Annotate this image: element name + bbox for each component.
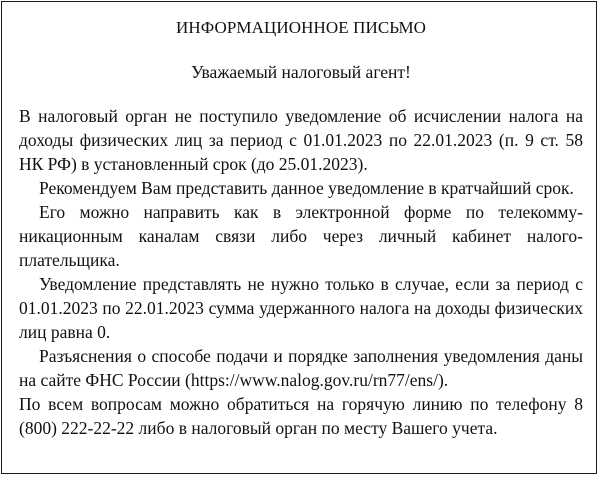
paragraph-submission-methods: Его можно направить как в электронной форме по телекоммуникационным каналам связи либо через личный кабинет налогоплательщика. <box>19 202 583 270</box>
paragraph-missing-notice: В налоговый орган не поступило уведомление об исчислении налога на доходы физических лиц за период с 01.01.2023 по 22.01.2023 (п. 9 ст. 58 НК РФ) в установленный срок (до 25.01.2023). <box>19 106 583 174</box>
paragraph-exemption: Уведомление представлять не нужно только в случае, если за период с 01.01.2023 по 22.01.2023 сумма удержанного налога на доходы физических лиц равна 0. <box>19 274 583 342</box>
paragraph-clarifications: Разъяснения о способе подачи и порядке заполнения уведомления даны на сайте ФНС России (https://www.nalog.gov.ru/rn77/ens/). <box>19 346 583 390</box>
paragraph-hotline: По всем вопросам можно обратиться на горячую линию по телефону 8 (800) 222-22-22 либо в налоговый орган по месту Вашего учета. <box>19 394 583 438</box>
letter-title: ИНФОРМАЦИОННОЕ ПИСЬМО <box>175 18 427 37</box>
letter-greeting: Уважаемый налоговый агент! <box>191 62 411 82</box>
paragraph-recommendation: Рекомендуем Вам представить данное уведомление в кратчайший срок. <box>39 178 574 198</box>
letter-body <box>19 16 583 440</box>
letter-frame <box>1 1 597 474</box>
